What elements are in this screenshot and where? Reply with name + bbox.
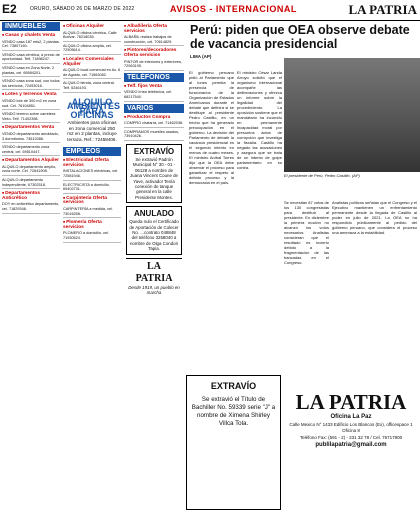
classified-ad: VENDO lote de 300 m2 en zona sud. Cel. 76104851. (2, 99, 60, 110)
section-header-empleos: EMPLEOS (63, 147, 121, 156)
classified-ad: VENDO línea telefónica, cel. 68217540. (124, 90, 184, 101)
classified-ad: VENDO casa en Zona Norte, 2 plantas, cel. 69584201. (2, 66, 60, 77)
section-header-varios: VARIOS (124, 104, 184, 113)
classified-ad: VENDO departamento amoblado, 3 dormitorios. 73612086. (2, 132, 60, 143)
classified-ad: INSTALACIONES eléctricas, cel. 72581946. (63, 169, 121, 180)
category-heading: ■ Departamentos Venta (2, 125, 60, 131)
office-name: Oficina La Paz (330, 414, 372, 420)
category-heading: ■ Albañilería Oferta servicios (124, 24, 184, 34)
article-column: El gobierno peruano pidió al Parlamento que al lunes permita la presencia de funcionarios de la Organización de Estados Americanos durante el debate que definirá si se destituye al presidente Pedro Castillo, en un hecho que ha generado preocupación en el gobierno. La decisión del Parlamento de debatir la vacancia presidencial es el segundo intento en menos de cuatro meses. El ministro Aníbal Torres dijo que la OEA debe observar el proceso para garantizar el respeto al debido proceso y la democracia en el país. (189, 70, 234, 185)
page-header (0, 0, 420, 21)
section-header-telefonos: TELÉFONOS (124, 73, 184, 82)
newspaper-logo-box (126, 258, 182, 298)
category-heading: ■ Plomería Oferta servicios (63, 220, 121, 230)
category-heading: ■ Departamentos Anticrético (2, 191, 60, 201)
ad-box-extravio (126, 144, 182, 203)
classified-ad: PLOMERO a domicilio, cel. 71930524. (63, 231, 121, 242)
classified-ad: VENDO departamento zona central, cel. 69510447. (2, 145, 60, 156)
classifieds-column-1 (2, 22, 60, 510)
page-number: E2 (2, 2, 17, 16)
classifieds-column-2 (63, 22, 121, 510)
category-heading: ■ Telf. fijos Venta (124, 84, 184, 90)
office-address: Calle Mexico N° 1433 Edificio Los Blancos (Ex), officespace 1 Oficina 8 (289, 422, 413, 433)
category-heading: ■ Pintores/decoradores Oferta servicios (124, 48, 184, 58)
article-column: El ministro César Landa Arroyo solicitó que el organismo internacional acompañe las deliberaciones y ofrezca un informe sobre la legalidad del procedimiento. La oposición sostiene que el mandatario ha incurrido en permanente incapacidad moral por presuntos actos de corrupción que investiga la fiscalía. Castillo ha negado las acusaciones y asegura que se trata de un intento de golpe parlamentario en su contra. (237, 70, 282, 170)
section-header-inmuebles: INMUEBLES (2, 22, 60, 31)
category-heading: ■ Locales Comerciales Alquiler (63, 57, 121, 67)
article-column: Se necesitan 87 votos de los 130 congresistas para destituir al presidente. En diciembre la primera moción no alcanzó los votos necesarios. Analistas consideran que el resultado es incierto debido a la fragmentación de las bancadas en el Congreso. (284, 200, 329, 265)
ad-box-alquilo-ambientes (65, 96, 119, 145)
ad-box-title: ALQUILO AMBIENTES PARA OFICINAS (67, 96, 121, 121)
classified-ad: VENDO terreno sobre carretera Vinto. Telf. 71402398. (2, 112, 60, 123)
office-email: publilapatria@gmail.com (315, 442, 387, 448)
category-heading: ■ Casas y chalets Venta (2, 33, 60, 39)
classified-ad: ALQUILO oficina amplia, cel. 72905614. (63, 44, 121, 55)
category-heading: ■ Oficinas Alquiler (63, 24, 121, 30)
newspaper-slogan: Desde 1919, un pueblo en marcha (128, 284, 180, 295)
classified-ad: CARPINTERÍA a medida, cel. 73016258. (63, 207, 121, 218)
classified-ad: COMPRO chatarra, cel. 71462038. (124, 121, 184, 128)
classified-ad: VENDO casa céntrica, a precio de oportunidad. Telf. 71898247. (2, 53, 60, 64)
classified-ad: PINTOR de interiores y exteriores, 72063195. (124, 60, 184, 71)
office-phone: Teléfono Fax: (591 - 2) - 231 32 78 / Cel. 76717800 (299, 435, 403, 440)
article-column: Analistas políticos señalan que el Congreso y el Ejecutivo mantienen un enfrentamiento permanente desde la llegada de Castillo al poder en julio de 2021. La OEA no ha respondido públicamente al pedido del gobierno peruano, que considera el proceso una amenaza a la estabilidad. (332, 200, 417, 235)
classified-ad: ELECTRICISTA a domicilio, 69402731. (63, 183, 121, 194)
ad-box-title: EXTRAVÍO (210, 381, 257, 391)
classified-ad: VENDO casa 187 mts2, 2 plantas. Cel. 73807160. (2, 40, 60, 51)
classified-ad: VENDO casa zona sud, con todos los servicios, 72493016. (2, 79, 60, 90)
classified-ad: DOY en anticrético departamento, cel. 71829346. (2, 202, 60, 213)
category-heading: ■ Lotes y terrenos Venta (2, 92, 60, 98)
ad-box-text: Ambientes para oficinas en zona comercial 250 m2 en 2 plantas, incluye terraza. Ref.: 72458406. (67, 119, 117, 142)
category-heading: ■ Departamentos Alquiler (2, 158, 60, 164)
ad-box-extravio-bachiller (186, 375, 281, 510)
classified-ad: ALQUILO oficina céntrica, Calle Bolívar. 76218035. (63, 31, 121, 42)
classified-ad: ALQUILO departamento independiente, 67302518. (2, 178, 60, 189)
classified-ad: ALQUILO local comercial en Av. 6 de Agosto, cel. 71563082. (63, 68, 121, 79)
classified-ad: ALQUILO tienda, zona central. Telf. 5246193. (63, 81, 121, 92)
la-patria-office-ad (282, 380, 420, 508)
ad-box-anulado (126, 206, 182, 254)
classifieds-column-3 (124, 22, 184, 510)
article-headline: Perú: piden que OEA observe debate de vacancia presidencial (190, 23, 410, 51)
section-title: AVISOS - INTERNACIONAL (170, 4, 297, 14)
newspaper-logo: LA PATRIA (135, 260, 173, 284)
article-byline: LIMA (AP) (190, 54, 212, 59)
ad-box-title: ANULADO (134, 209, 174, 219)
page-date: ORURO, SÁBADO 26 DE MARZO DE 2022 (30, 6, 135, 12)
ad-box-text: Se extravió Padrón Municipal N° 30 - 01 - 06128 a nombre de Juana Vincent Coune de Yave, activado! Tenía conexión de tanque general en la calle Presidente Montes. (129, 156, 178, 200)
classified-ad: ALQUILO departamento amplio, zona norte. Cel. 72641908. (2, 165, 60, 176)
article-photo (284, 58, 420, 172)
ad-box-text: Se extravió el Título de Bachiller No. 59339 serie "J" a nombre de Ximena Shirley Villca Tola. (191, 396, 276, 427)
category-heading: ■ Electricidad Oferta servicios (63, 158, 121, 168)
category-heading: ■ Productos Compra (124, 115, 184, 121)
newspaper-logo: LA PATRIA (348, 2, 417, 17)
classified-ad: ALBAÑIL realiza trabajos de construcción, cel. 70614829. (124, 35, 184, 46)
ad-box-title: EXTRAVÍO (133, 146, 175, 156)
classified-ad: COMPRAMOS muebles usados, 73910426. (124, 130, 184, 141)
photo-caption: El presidente de Perú, Pedro Castillo. (AP) (284, 173, 360, 178)
category-heading: ■ Carpintería Oferta servicios (63, 196, 121, 206)
ad-box-text: Queda nulo el Certificado de Aportación de Colecer No. ...contrato 048848 del teléfono 3258040 a nombre de Olga Condori Tapia. (129, 219, 179, 252)
newspaper-logo: LA PATRIA (295, 390, 407, 414)
